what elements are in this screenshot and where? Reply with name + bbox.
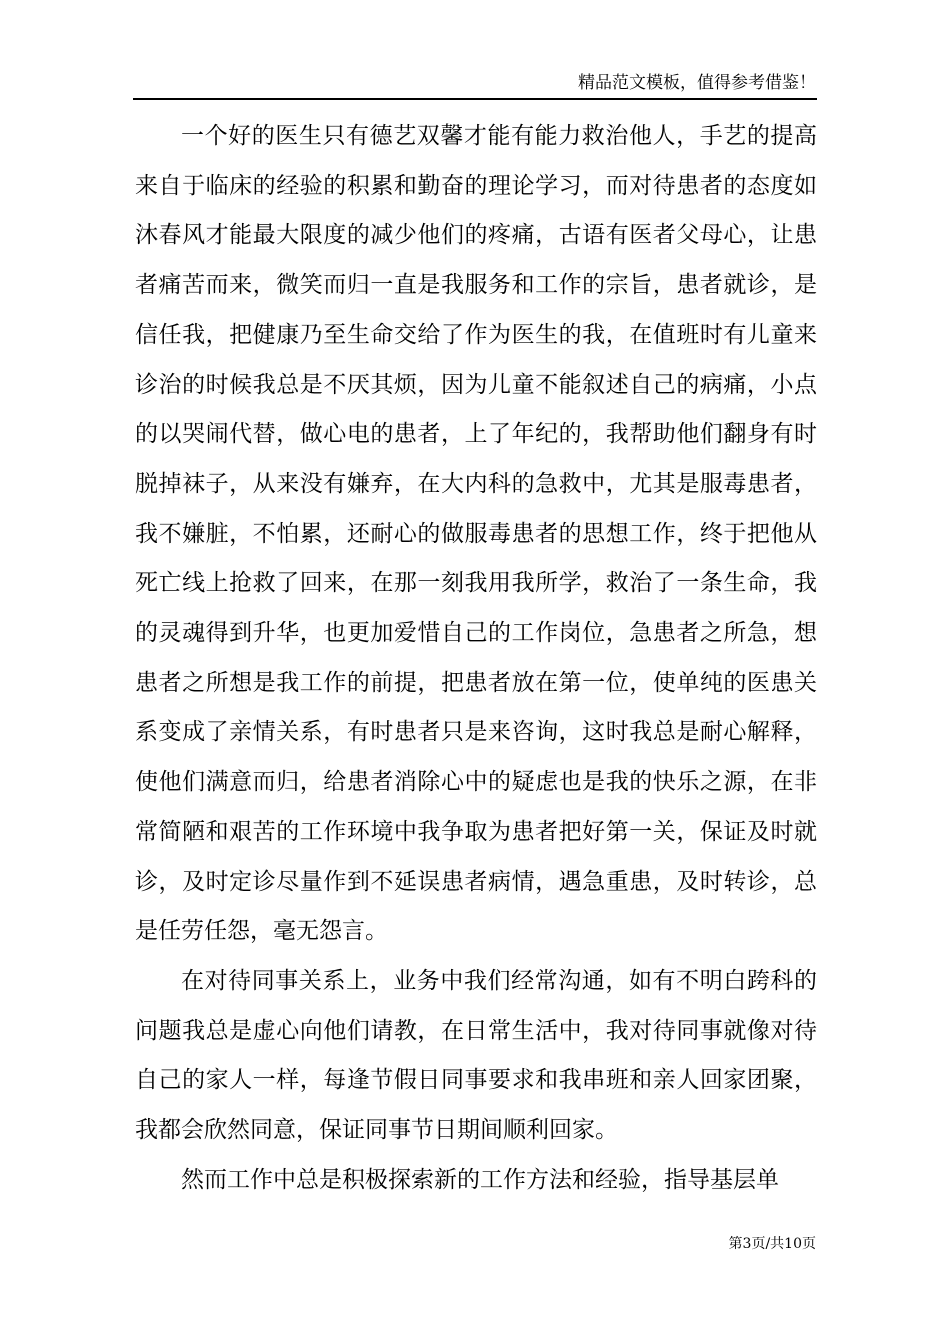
page-header: 精品范文模板，值得参考借鉴！	[578, 73, 816, 93]
paragraph-2: 在对待同事关系上，业务中我们经常沟通，如有不明白跨科的问题我总是虚心向他们请教，在日常生活中，我对待同事就像对待自己的家人一样，每逢节假日同事要求和我串班和亲人回家团聚，我都会欣然同意，保证同事节日期间顺利回家。	[135, 967, 817, 1144]
document-body	[135, 112, 817, 1205]
page-number: 第3页/共10页	[728, 1236, 816, 1252]
paragraph-3: 然而工作中总是积极探索新的工作方法和经验，指导基层单	[181, 1166, 779, 1193]
paragraph-1: 一个好的医生只有德艺双馨才能有能力救治他人，手艺的提高来自于临床的经验的积累和勤奋的理论学习，而对待患者的态度如沐春风才能最大限度的减少他们的疼痛，古语有医者父母心，让患者痛苦而来，微笑而归一直是我服务和工作的宗旨，患者就诊，是信任我，把健康乃至生命交给了作为医生的我，在值班时有儿童来诊治的时候我总是不厌其烦，因为儿童不能叙述自己的病痛，小点的以哭闹代替，做心电的患者，上了年纪的，我帮助他们翻身有时脱掉袜子，从来没有嫌弃，在大内科的急救中，尤其是服毒患者，我不嫌脏，不怕累，还耐心的做服毒患者的思想工作，终于把他从死亡线上抢救了回来，在那一刻我用我所学，救治了一条生命，我的灵魂得到升华，也更加爱惜自己的工作岗位，急患者之所急，想患者之所想是我工作的前提，把患者放在第一位，使单纯的医患关系变成了亲情关系，有时患者只是来咨询，这时我总是耐心解释，使他们满意而归，给患者消除心中的疑虑也是我的快乐之源，在非常简陋和艰苦的工作环境中我争取为患者把好第一关，保证及时就诊，及时定诊尽量作到不延误患者病情，遇急重患，及时转诊，总是任劳任怨，毫无怨言。	[135, 123, 817, 945]
header-divider	[133, 98, 817, 100]
